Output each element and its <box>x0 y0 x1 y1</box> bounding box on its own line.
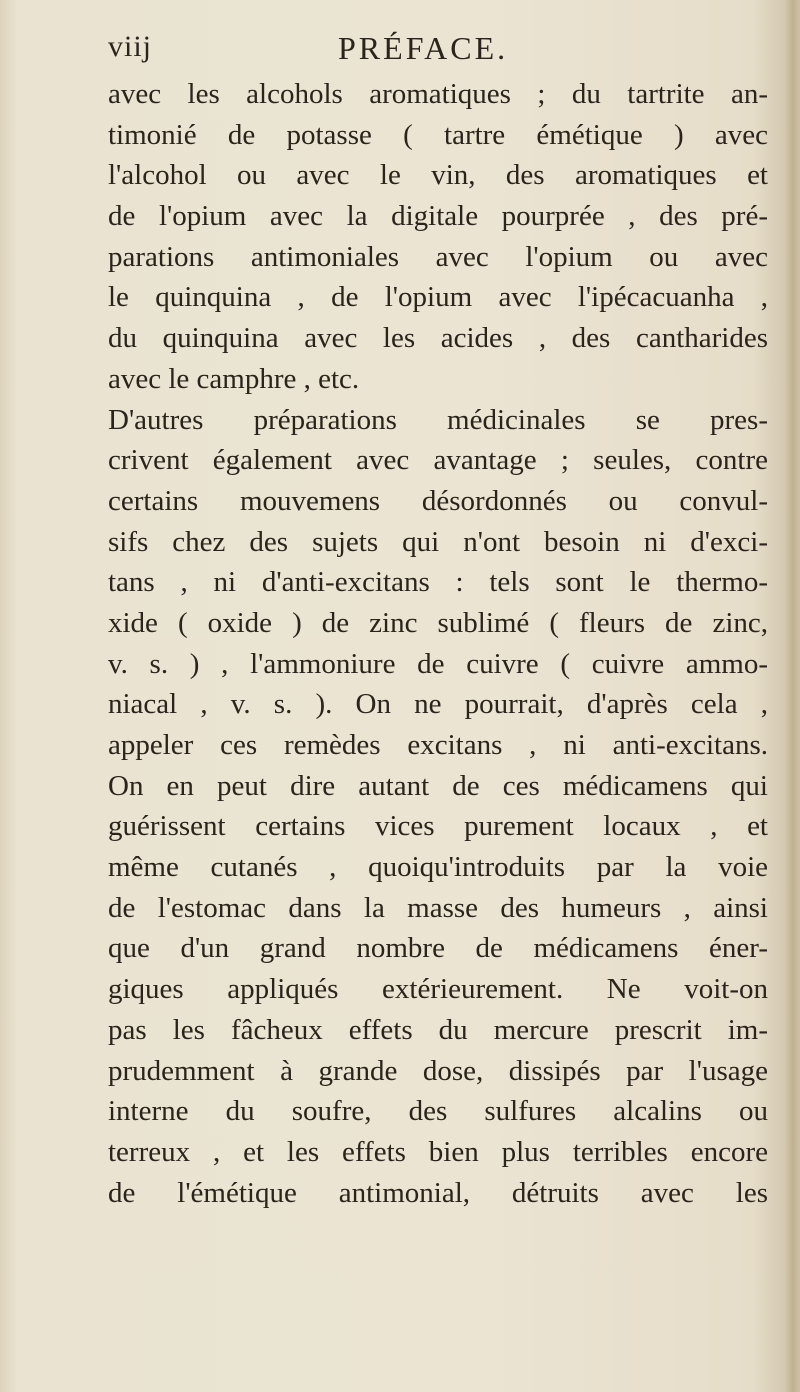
running-title: PRÉFACE. <box>338 30 509 66</box>
text-line: du quinquina avec les acides , des cantharides <box>108 322 768 355</box>
page-header <box>108 30 758 74</box>
text-line: guérissent certains vices purement locaux , et <box>108 810 768 843</box>
text-line: parations antimoniales avec l'opium ou avec <box>108 240 768 273</box>
text-line: xide ( oxide ) de zinc sublimé ( fleurs de zinc, <box>108 606 768 639</box>
text-line: tans , ni d'anti-excitans : tels sont le thermo- <box>108 566 768 599</box>
page-number: viij <box>108 30 153 63</box>
text-line: interne du soufre, des sulfures alcalins ou <box>108 1095 768 1128</box>
text-line: certains mouvemens désordonnés ou convul- <box>108 484 768 517</box>
text-line: que d'un grand nombre de médicamens éner- <box>108 932 768 965</box>
text-line: de l'estomac dans la masse des humeurs , ainsi <box>108 891 768 924</box>
text-line: prudemment à grande dose, dissipés par l'usage <box>108 1054 768 1087</box>
body-text <box>108 74 768 1213</box>
text-line: v. s. ) , l'ammoniure de cuivre ( cuivre ammo- <box>108 647 768 680</box>
text-line: même cutanés , quoiqu'introduits par la voie <box>108 851 768 884</box>
text-line: crivent également avec avantage ; seules, contre <box>108 444 768 477</box>
text-line: le quinquina , de l'opium avec l'ipécacuanha , <box>108 281 768 314</box>
text-line: niacal , v. s. ). On ne pourrait, d'après cela , <box>108 688 768 721</box>
text-line: appeler ces remèdes excitans , ni anti-excitans. <box>108 729 768 761</box>
text-line: giques appliqués extérieurement. Ne voit-on <box>108 973 768 1006</box>
text-line: timonié de potasse ( tartre émétique ) avec <box>108 118 768 151</box>
text-line: avec les alcohols aromatiques ; du tartrite an- <box>108 78 768 110</box>
text-line: D'autres préparations médicinales se pres- <box>108 403 768 436</box>
text-line: de l'émétique antimonial, détruits avec les <box>108 1176 768 1209</box>
page-gutter <box>786 0 800 1392</box>
text-line: de l'opium avec la digitale pourprée , des pré- <box>108 200 768 233</box>
text-line: pas les fâcheux effets du mercure prescrit im- <box>108 1013 768 1046</box>
text-line: sifs chez des sujets qui n'ont besoin ni d'exci- <box>108 525 768 558</box>
text-line: terreux , et les effets bien plus terribles encore <box>108 1135 768 1168</box>
text-line: On en peut dire autant de ces médicamens qui <box>108 769 768 802</box>
text-line: avec le camphre , etc. <box>108 362 360 395</box>
text-line: l'alcohol ou avec le vin, des aromatiques et <box>108 159 768 192</box>
